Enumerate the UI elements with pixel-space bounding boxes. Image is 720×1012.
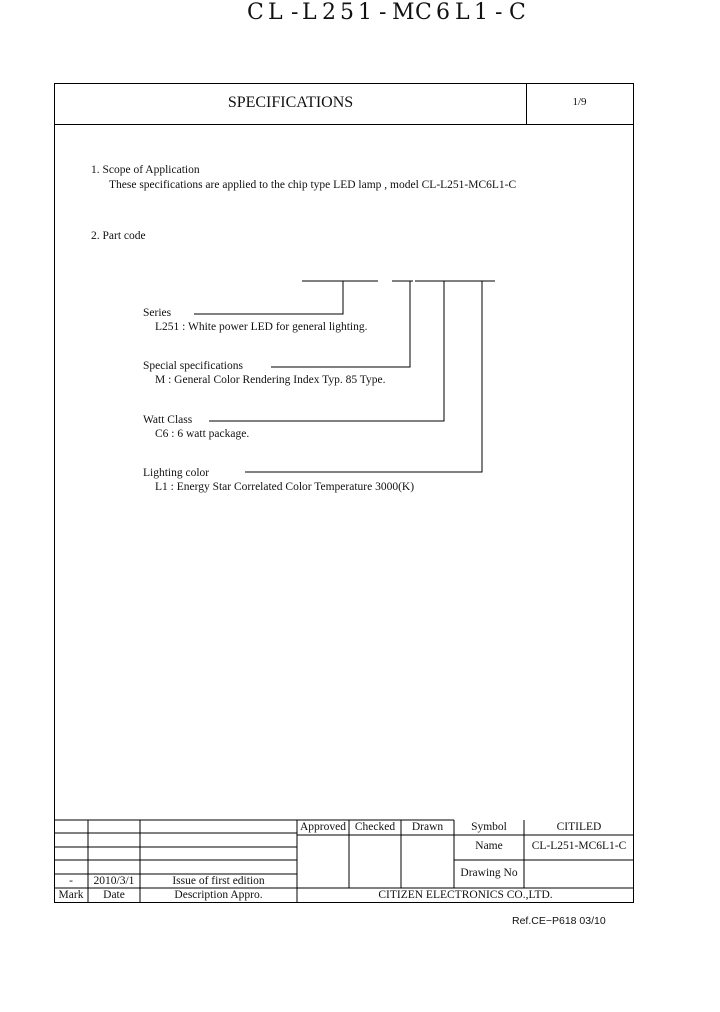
special-desc: M : General Color Rendering Index Typ. 85 Type. [155,374,386,386]
scope-heading: 1. Scope of Application [91,164,200,176]
part-code-char: M [392,0,415,25]
part-code-char: 5 [340,0,354,25]
part-code-char: L [268,0,283,25]
symbol-value: CITILED [556,821,602,833]
page-number: 1/9 [572,96,587,108]
drawn-header: Drawn [411,821,444,833]
document-frame [54,83,634,903]
lighting-desc: L1 : Energy Star Correlated Color Temperature 3000(K) [155,481,415,493]
drawing-no-label: Drawing No [460,867,518,879]
name-value: CL-L251-MC6L1-C [531,840,627,852]
company-name: CITIZEN ELECTRONICS CO.,LTD. [378,889,553,901]
lighting-label: Lighting color [143,467,210,479]
watt-label: Watt Class [143,414,193,426]
series-desc: L251 : White power LED for general lighting. [155,321,368,333]
part-code-char: C [247,0,264,25]
header-rule [55,124,633,125]
approved-header: Approved [300,821,346,833]
part-code-heading: 2. Part code [91,230,146,242]
scope-text: These specifications are applied to the chip type LED lamp , model CL-L251-MC6L1-C [109,179,517,191]
revision-date: 2010/3/1 [93,875,135,887]
part-code-char: - [379,0,387,25]
special-label: Special specifications [143,360,243,372]
description-header: Description Appro. [174,889,263,901]
part-code-char: 1 [474,0,488,25]
document-title: SPECIFICATIONS [227,94,354,111]
name-label: Name [475,840,503,852]
part-code-char: 2 [322,0,336,25]
part-code-char: C [415,0,432,25]
part-code-char: 6 [436,0,450,25]
part-code-char: 1 [358,0,372,25]
footer-reference: Ref.CE−P618 03/10 [512,915,606,927]
series-label: Series [143,307,172,319]
watt-desc: C6 : 6 watt package. [155,428,250,440]
mark-header: Mark [58,889,84,901]
part-code-char: C [509,0,526,25]
part-code-char: - [291,0,299,25]
checked-header: Checked [354,821,396,833]
revision-mark: - [69,875,73,887]
revision-description: Issue of first edition [172,875,265,887]
part-code-char: - [495,0,503,25]
part-code-char: L [302,0,317,25]
symbol-label: Symbol [471,821,507,833]
date-header: Date [103,889,125,901]
part-code-char: L [455,0,470,25]
